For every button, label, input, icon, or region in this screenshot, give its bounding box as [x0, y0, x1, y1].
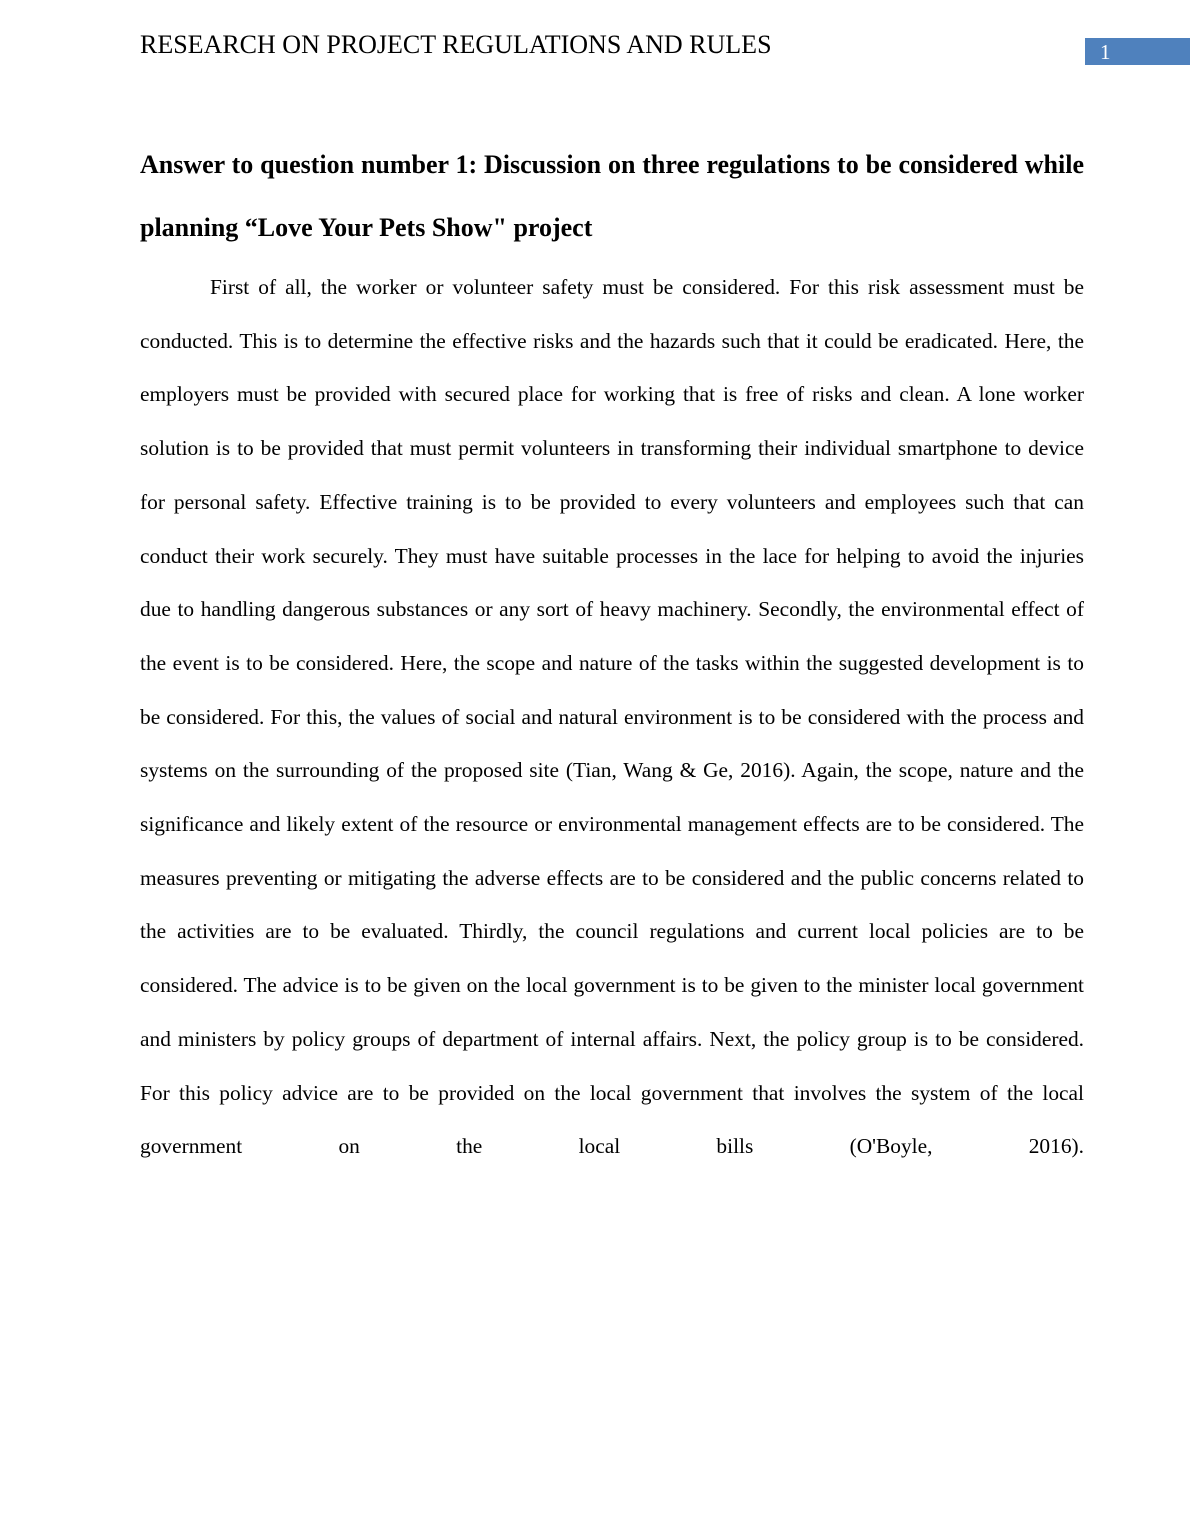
- body-paragraph: First of all, the worker or volunteer safety must be considered. For this risk assessment must be conducted. This is to determine the effective risks and the hazards such that it could be eradicated. Here, the employers must be provided with secured place for working that is free of risks and clean. A lone worker solution is to be provided that must permit volunteers in transforming their individual smartphone to device for personal safety. Effective training is to be provided to every volunteers and employees such that can conduct their work securely. They must have suitable processes in the lace for helping to avoid the injuries due to handling dangerous substances or any sort of heavy machinery. Secondly, the environmental effect of the event is to be considered. Here, the scope and nature of the tasks within the suggested development is to be considered. For this, the values of social and natural environment is to be considered with the process and systems on the surrounding of the proposed site (Tian, Wang & Ge, 2016). Again, the scope, nature and the significance and likely extent of the resource or environmental management effects are to be considered. The measures preventing or mitigating the adverse effects are to be considered and the public concerns related to the activities are to be evaluated. Thirdly, the council regulations and current local policies are to be considered. The advice is to be given on the local government is to be given to the minister local government and ministers by policy groups of department of internal affairs. Next, the policy group is to be considered. For this policy advice are to be provided on the local government that involves the system of the local government on the local bills (O'Boyle, 2016).: [140, 275, 1084, 1159]
- page-number: 1: [1100, 40, 1111, 64]
- running-head: RESEARCH ON PROJECT REGULATIONS AND RULES: [140, 30, 772, 59]
- section-heading: Answer to question number 1: Discussion on three regulations to be considered while planning “Love Your Pets Show" project: [140, 150, 1084, 242]
- page-number-box: [1085, 38, 1190, 65]
